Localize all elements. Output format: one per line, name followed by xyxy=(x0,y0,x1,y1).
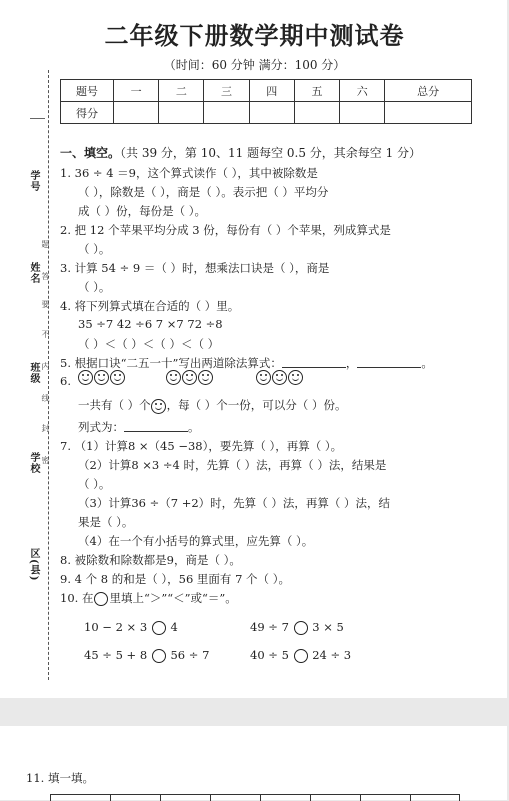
score-cell: 一 xyxy=(114,80,159,102)
q2-line1: 2. 把 12 个苹果平均分成 3 份，每份有（ ）个苹果，列成算式是 xyxy=(60,223,391,237)
score-input-cell[interactable] xyxy=(340,102,385,124)
score-input-cell[interactable] xyxy=(385,102,472,124)
answer-blank[interactable] xyxy=(124,421,188,432)
compare-left: 45 ÷ 5 + 8 xyxy=(84,648,148,662)
score-table-score-row xyxy=(61,102,472,124)
binding-char: 答 xyxy=(41,272,50,280)
q5-line: 5. 根据口诀“二五一十”写出两道除法算式： ， 。 xyxy=(60,356,433,370)
compare-right: 56 ÷ 7 xyxy=(170,648,210,662)
score-cell: 得分 xyxy=(61,102,114,124)
score-cell: 二 xyxy=(159,80,204,102)
score-input-cell[interactable] xyxy=(159,102,204,124)
q11-heading: 11. 填一填。 xyxy=(26,771,94,785)
q6-formula-label: 列式为： xyxy=(78,420,124,434)
score-cell: 题号 xyxy=(61,80,114,102)
smiley-icon xyxy=(166,370,181,385)
q7-part3: （3）计算36 ÷（7 +2）时，先算（ ）法，再算（ ）法，结 xyxy=(78,496,390,510)
binding-line xyxy=(48,70,49,680)
q6-text-a: 一共有（ ）个 xyxy=(78,398,151,412)
binding-char: 封 xyxy=(41,424,50,432)
compare-item xyxy=(250,620,344,635)
compare-right: 3 × 5 xyxy=(312,620,344,634)
side-label-class: 班级 xyxy=(28,362,39,384)
q3-line2: （ ）。 xyxy=(78,280,111,294)
q7-part1: 7. （1）计算8 ×（45 −38），要先算（ ），再算（ ）。 xyxy=(60,439,343,453)
smiley-icon xyxy=(288,370,303,385)
binding-char: 题 xyxy=(41,240,50,248)
compare-item xyxy=(84,648,209,663)
score-input-cell[interactable] xyxy=(249,102,294,124)
score-input-cell[interactable] xyxy=(114,102,159,124)
smiley-group-2 xyxy=(166,367,214,386)
smiley-icon xyxy=(78,370,93,385)
compare-left: 10 − 2 × 3 xyxy=(84,620,148,634)
compare-circle[interactable] xyxy=(294,621,308,635)
smiley-icon xyxy=(94,370,109,385)
score-cell: 总分 xyxy=(385,80,472,102)
smiley-group-1 xyxy=(78,367,126,386)
smiley-icon xyxy=(256,370,271,385)
q7-part2: （2）计算8 ×3 ÷4 时，先算（ ）法，再算（ ）法，结果是 xyxy=(78,458,387,472)
q7-part2-cont: （ ）。 xyxy=(78,477,111,491)
exam-page-2 xyxy=(0,726,507,800)
q4-order-blanks: （ ）＜（ ）＜（ ）＜（ ） xyxy=(78,337,220,351)
binding-char: 不 xyxy=(41,330,50,338)
compare-right: 24 ÷ 3 xyxy=(312,648,352,662)
side-label-district: 区(县) xyxy=(28,548,39,582)
score-cell: 四 xyxy=(249,80,294,102)
smiley-icon xyxy=(151,399,166,414)
q1-line1: 1. 36 ÷ 4 ＝9，这个算式读作（ ），其中被除数是 xyxy=(60,166,318,180)
side-label-school: 学校 xyxy=(28,452,39,474)
q3-line1: 3. 计算 54 ÷ 9 ＝（ ）时，想乘法口诀是（ ），商是 xyxy=(60,261,330,275)
compare-circle[interactable] xyxy=(152,621,166,635)
compare-item xyxy=(84,620,178,635)
q4-line1: 4. 将下列算式填在合适的（ ）里。 xyxy=(60,299,240,313)
binding-char: 内 xyxy=(41,362,50,370)
q10-line xyxy=(60,590,237,606)
q6-label: 6. xyxy=(60,374,71,388)
answer-blank[interactable] xyxy=(357,357,421,368)
compare-circle[interactable] xyxy=(152,649,166,663)
compare-circle[interactable] xyxy=(294,649,308,663)
compare-left: 49 ÷ 7 xyxy=(250,620,289,634)
smiley-icon xyxy=(198,370,213,385)
section-heading xyxy=(60,144,421,161)
section-title: 一、填空。 xyxy=(60,146,121,160)
binding-char: 密 xyxy=(41,456,50,464)
side-label-name: 姓名 xyxy=(28,262,39,284)
q10-text-a: 10. 在 xyxy=(60,591,94,605)
q9-line: 9. 4 个 8 的和是（ ），56 里面有 7 个（ ）。 xyxy=(60,572,290,586)
score-input-cell[interactable] xyxy=(294,102,339,124)
smiley-icon xyxy=(110,370,125,385)
compare-item xyxy=(250,648,351,663)
smiley-icon xyxy=(182,370,197,385)
q7-part3-cont: 果是（ ）。 xyxy=(78,515,134,529)
q1-line3: 成（ ）份，每份是（ ）。 xyxy=(78,204,207,218)
compare-left: 40 ÷ 5 xyxy=(250,648,289,662)
exam-title: 二年级下册数学期中测试卷 xyxy=(104,22,405,50)
score-cell: 三 xyxy=(204,80,249,102)
q4-expressions: 35 ÷7 42 ÷6 7 ×7 72 ÷8 xyxy=(78,317,223,331)
section-note: （共 39 分，第 10、11 题每空 0.5 分，其余每空 1 分） xyxy=(120,146,422,160)
circle-icon xyxy=(94,592,108,606)
q10-text-b: 里填上“＞”“＜”或“＝”。 xyxy=(109,591,237,605)
q7-part4: （4）在一个有小括号的算式里，应先算（ ）。 xyxy=(78,534,314,548)
q2-line2: （ ）。 xyxy=(78,242,111,256)
q6-text-b: ，每（ ）个一份，可以分（ ）份。 xyxy=(166,398,347,412)
score-table xyxy=(60,79,472,124)
compare-right: 4 xyxy=(170,620,178,634)
score-table-header-row xyxy=(61,80,472,102)
q6-line3: 列式为： 。 xyxy=(78,420,200,434)
score-cell: 六 xyxy=(340,80,385,102)
smiley-icon xyxy=(272,370,287,385)
q8-line: 8. 被除数和除数都是9，商是（ ）。 xyxy=(60,553,241,567)
binding-char: 要 xyxy=(41,300,50,308)
score-input-cell[interactable] xyxy=(204,102,249,124)
smiley-group-3 xyxy=(256,367,304,386)
q5-text: 5. 根据口诀“二五一十”写出两道除法算式： xyxy=(60,356,282,370)
binding-char: 线 xyxy=(41,394,50,402)
exam-subtitle: （时间：60 分钟 满分：100 分） xyxy=(163,58,346,72)
q6-line2 xyxy=(78,397,346,414)
q1-line2: （ ），除数是（ ），商是（ ）。表示把（ ）平均分 xyxy=(78,185,329,199)
score-cell: 五 xyxy=(294,80,339,102)
side-label-student-id: 学号 xyxy=(28,170,39,192)
